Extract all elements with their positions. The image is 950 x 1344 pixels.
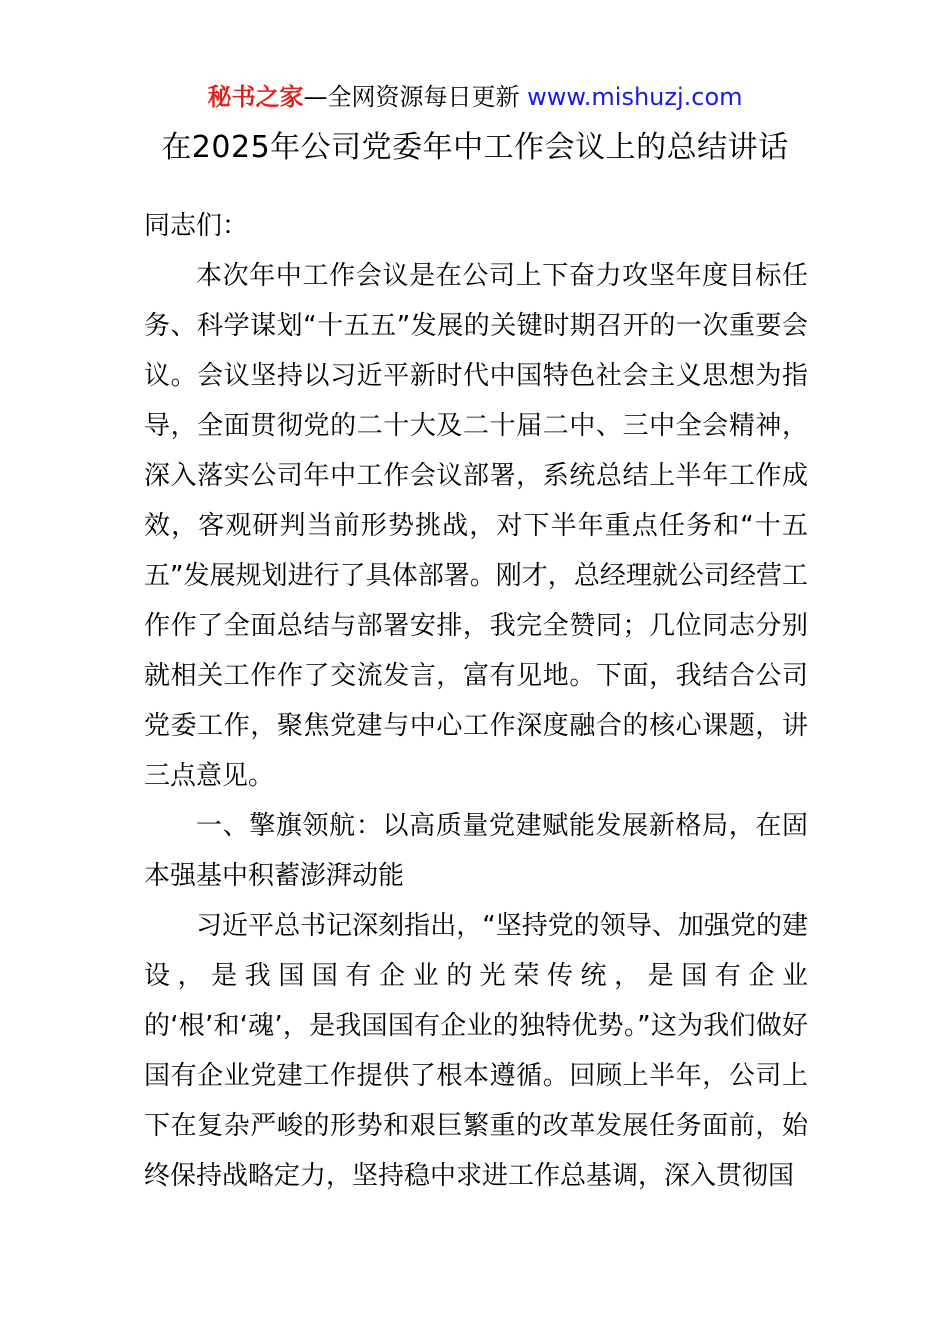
document-title: 在2025年公司党委年中工作会议上的总结讲话 <box>161 130 789 165</box>
document-body <box>144 201 808 1201</box>
intro-paragraph: 本次年中工作会议是在公司上下奋力攻坚年度目标任务、科学谋划“十五五”发展的关键时期召开的一次重要会议。会议坚持以习近平新时代中国特色社会主义思想为指导，全面贯彻党的二十大及二十届二中、三中全会精神，深入落实公司年中工作会议部署，系统总结上半年工作成效，客观研判当前形势挑战，对下半年重点任务和“十五五”发展规划进行了具体部署。刚才，总经理就公司经营工作作了全面总结与部署安排，我完全赞同；几位同志分别就相关工作作了交流发言，富有见地。下面，我结合公司党委工作，聚焦党建与中心工作深度融合的核心课题，讲三点意见。 <box>144 261 808 791</box>
site-header <box>0 80 950 114</box>
section-1-paragraph: 习近平总书记深刻指出，“坚持党的领导、加强党的建设，是我国国有企业的光荣传统，是国有企业的‘根’和‘魂’，是我国国有企业的独特优势。”这为我们做好国有企业党建工作提供了根本遵循。回顾上半年，公司上下在复杂严峻的形势和艰巨繁重的改革发展任务面前，始终保持战略定力，坚持稳中求进工作总基调，深入贯彻国 <box>144 911 808 1191</box>
site-tagline: —全网资源每日更新 <box>303 83 520 111</box>
site-brand: 秘书之家 <box>207 83 304 111</box>
salutation: 同志们： <box>144 211 249 241</box>
section-heading-1: 一、擎旗领航：以高质量党建赋能发展新格局，在固本强基中积蓄澎湃动能 <box>144 811 808 891</box>
site-url-link[interactable]: www.mishuzj.com <box>527 83 743 111</box>
